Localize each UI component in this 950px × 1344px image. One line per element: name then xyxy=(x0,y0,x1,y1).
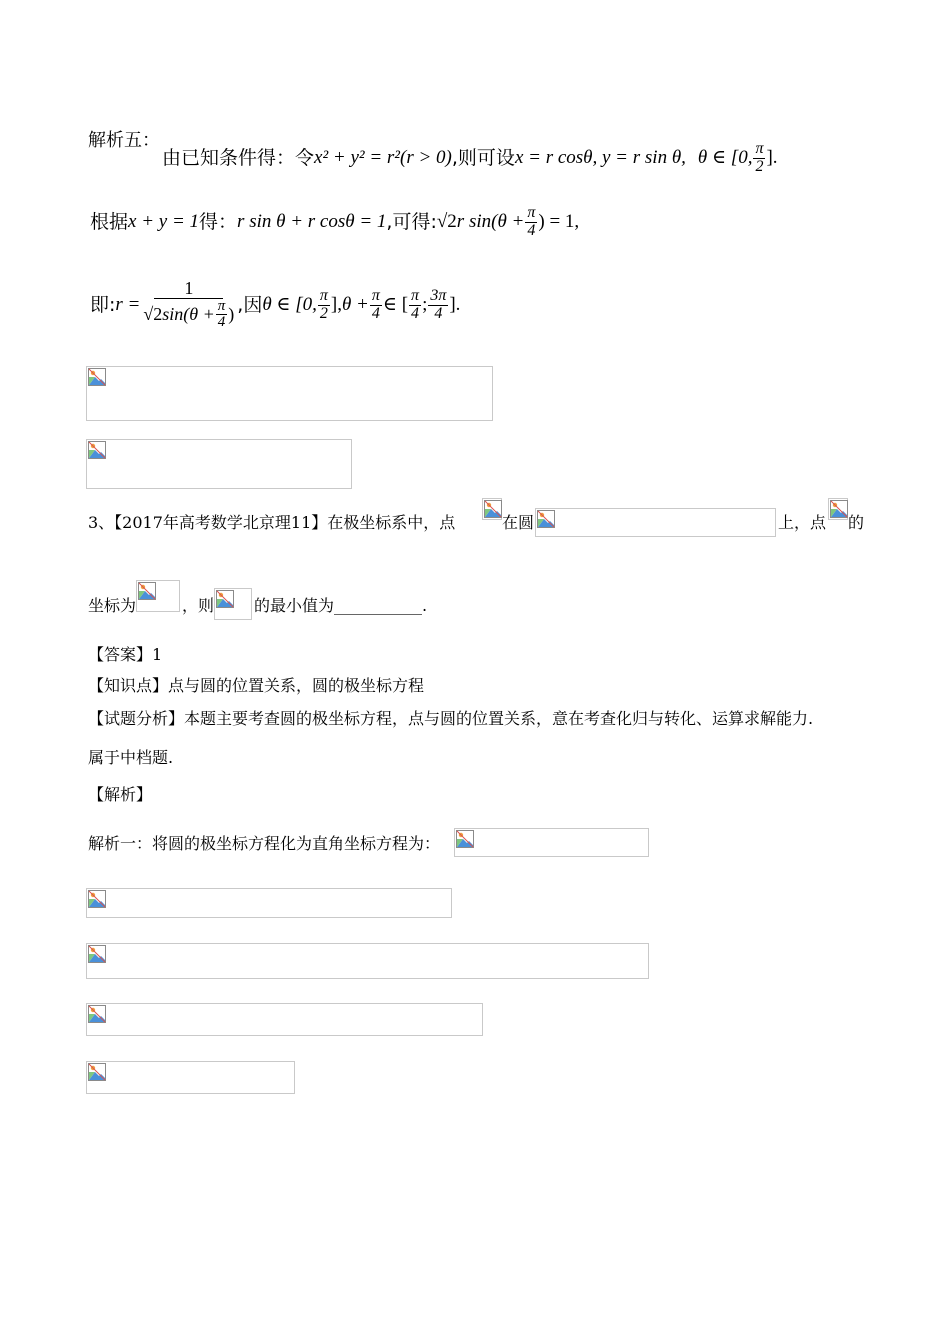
frac-den: 4 xyxy=(411,304,420,322)
fraction-3pi-over-4 xyxy=(428,288,448,323)
sol5-line3-theta-in: θ ∈ [0, xyxy=(262,294,317,315)
equation-image xyxy=(86,943,649,979)
frac-den: 4 xyxy=(434,304,443,322)
sol5-line2-rsin: r sin(θ + xyxy=(456,211,525,232)
broken-image-icon xyxy=(88,441,106,459)
frac-num: 3π xyxy=(430,286,447,304)
fraction-pi-over-4 xyxy=(525,205,537,240)
frac-num: π xyxy=(371,286,380,304)
analysis-line-2: 属于中档题. xyxy=(88,748,174,767)
broken-image-icon xyxy=(537,510,555,528)
problem3-then: ，则 xyxy=(182,596,215,615)
fraction-pi-over-4 xyxy=(216,299,228,332)
frac-den: 2 xyxy=(755,157,764,175)
sol5-line2-prefix: 根据 xyxy=(90,211,129,233)
paren: ) xyxy=(228,304,235,325)
sol5-line2 xyxy=(90,200,579,244)
sol5-line3-comma: ], xyxy=(330,294,342,315)
broken-image-icon xyxy=(88,1005,106,1023)
frac-num: π xyxy=(411,286,420,304)
broken-image-icon xyxy=(88,1063,106,1081)
sol5-line1-prefix: 由已知条件得：令 xyxy=(162,147,315,169)
sol5-line1-range: θ ∈ [0, xyxy=(697,147,753,168)
equation-image xyxy=(86,888,452,918)
frac-den: 4 xyxy=(217,314,226,331)
frac-num: π xyxy=(755,139,764,157)
equation-image xyxy=(86,1061,295,1094)
jiexi-heading: 【解析】 xyxy=(88,785,153,804)
fraction-r xyxy=(141,279,236,331)
answer-blank: ___________. xyxy=(334,596,428,615)
point-image xyxy=(482,498,502,520)
fraction-pi-over-4 xyxy=(409,288,421,323)
sol5-line2-eq: r sin θ + r cosθ = 1 xyxy=(237,211,387,232)
equation-image xyxy=(86,439,352,489)
solution-five-label: 解析五： xyxy=(88,130,160,151)
sol5-line1-end: ]. xyxy=(766,147,778,168)
frac-num: π xyxy=(527,203,536,221)
sin-theta: sin(θ + xyxy=(162,304,215,325)
broken-image-icon xyxy=(456,830,474,848)
answer-line: 【答案】1 xyxy=(88,645,163,664)
distance-image xyxy=(214,588,252,620)
problem3-of: 的 xyxy=(848,513,865,532)
sol5-line1 xyxy=(162,138,778,178)
sol5-line1-param: x = r cosθ, y = r sin θ, xyxy=(514,147,686,168)
fraction-pi-over-2 xyxy=(753,141,765,176)
frac-den: 4 xyxy=(527,221,536,239)
sqrt2: √2 xyxy=(143,304,163,325)
problem3-at-circle: 在圆 xyxy=(502,513,535,532)
equation-image xyxy=(86,366,493,421)
sol5-line3-semi: ; xyxy=(422,294,428,315)
sol5-line2-sqrt2: √2 xyxy=(436,211,457,232)
broken-image-icon xyxy=(88,890,106,908)
broken-image-icon xyxy=(830,500,848,518)
point-image xyxy=(828,498,848,520)
frac-den: 4 xyxy=(371,304,380,322)
frac-den: 2 xyxy=(319,304,328,322)
sol5-line2-end: ) = 1, xyxy=(538,211,580,232)
sol5-line3-in: ∈ [ xyxy=(382,294,409,315)
sol5-line2-then: ,可得: xyxy=(386,211,437,233)
broken-image-icon xyxy=(216,590,234,608)
sol5-line3-r: r = xyxy=(115,294,141,315)
sol5-line1-mid: ,则可设 xyxy=(451,147,515,169)
sol5-line2-cond: x + y = 1 xyxy=(128,211,200,232)
problem3-on: 上，点 xyxy=(778,513,827,532)
frac-num: 1 xyxy=(154,279,223,299)
fraction-pi-over-4 xyxy=(370,288,382,323)
frac-den xyxy=(141,299,236,332)
sol5-line2-get: 得： xyxy=(199,211,238,233)
fraction-pi-over-2 xyxy=(318,288,330,323)
solution-one-text: 解析一：将圆的极坐标方程化为直角坐标方程为： xyxy=(88,834,441,853)
sol5-line3-because: ,因 xyxy=(237,294,263,316)
broken-image-icon xyxy=(138,582,156,600)
problem3-lead: 3、【2017年高考数学北京理11】在极坐标系中，点 xyxy=(88,513,456,532)
coordinate-image xyxy=(136,580,180,612)
problem3-min: 的最小值为 xyxy=(254,596,335,615)
sol5-line3-end: ]. xyxy=(449,294,461,315)
frac-num: π xyxy=(217,297,226,314)
equation-image xyxy=(86,1003,483,1036)
sol5-line1-eq: x² + y² = r²(r > 0) xyxy=(314,147,452,168)
problem3-coord: 坐标为 xyxy=(88,596,137,615)
knowledge-line: 【知识点】点与圆的位置关系，圆的极坐标方程 xyxy=(88,676,425,695)
sol5-line3 xyxy=(90,270,460,340)
sol5-line3-theta-plus: θ + xyxy=(341,294,369,315)
circle-equation-image xyxy=(535,508,776,537)
broken-image-icon xyxy=(88,368,106,386)
equation-image xyxy=(454,828,649,857)
frac-num: π xyxy=(319,286,328,304)
broken-image-icon xyxy=(88,945,106,963)
analysis-line: 【试题分析】本题主要考查圆的极坐标方程，点与圆的位置关系，意在考查化归与转化、运算求解能力. xyxy=(88,709,814,728)
broken-image-icon xyxy=(484,500,502,518)
sol5-line3-prefix: 即: xyxy=(90,294,116,316)
